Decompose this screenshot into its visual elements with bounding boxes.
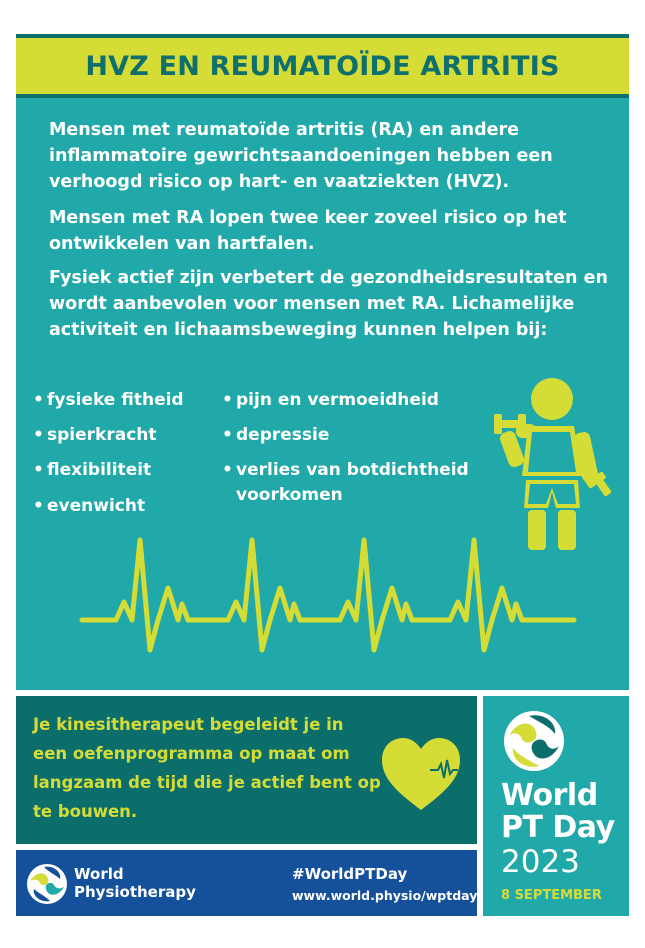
bullet-dot: • — [33, 390, 44, 410]
bullet-text: fysieke fitheid — [47, 390, 184, 410]
bullet-item — [222, 458, 492, 508]
bullet-item — [222, 388, 439, 413]
event-title-line1: World — [501, 778, 598, 813]
paragraph-3: Fysiek actief zijn verbetert de gezondheidsresultaten en wordt aanbevolen voor mensen met RA. Lichamelijke activiteit en lichaamsbeweging kunnen helpen bij: — [49, 268, 608, 340]
paragraph-2: Mensen met RA lopen twee keer zoveel risico op het ontwikkelen van hartfalen. — [49, 208, 567, 254]
world-physio-logo-icon — [26, 863, 68, 905]
bullet-text: verlies van botdichtheid voorkomen — [236, 460, 469, 505]
bullet-dot: • — [33, 425, 44, 445]
bullet-dot: • — [222, 460, 233, 480]
heartbeat-line-icon — [78, 530, 578, 658]
bullet-item — [33, 388, 184, 413]
footer-panel — [16, 850, 477, 916]
bullet-dot: • — [33, 496, 44, 516]
bullet-item — [33, 494, 145, 519]
tip-panel — [16, 696, 477, 844]
paragraph-1: Mensen met reumatoïde artritis (RA) en andere inflammatoire gewrichtsaandoeningen hebben een verhoogd risico op hart- en vaatziekten (HVZ). — [49, 120, 553, 192]
event-date: 8 SEPTEMBER — [501, 888, 602, 903]
tip-text: Je kinesitherapeut begeleidt je in een oefenprogramma op maat om langzaam de tijd die je actief bent op te bouwen. — [33, 715, 381, 821]
main-panel — [16, 98, 629, 690]
event-year: 2023 — [501, 844, 580, 880]
bullet-text: pijn en vermoeidheid — [236, 390, 439, 410]
event-title-line2: PT Day — [501, 810, 615, 845]
bullet-item — [33, 458, 151, 483]
page-title: HVZ EN REUMATOÏDE ARTRITIS — [85, 50, 560, 82]
exercising-person-icon — [490, 376, 620, 556]
bullet-dot: • — [33, 460, 44, 480]
bullet-text: spierkracht — [47, 425, 157, 445]
org-name-line2: Physiotherapy — [74, 883, 196, 901]
bullet-text: evenwicht — [47, 496, 146, 516]
bullet-item — [33, 423, 157, 448]
heart-icon — [380, 736, 462, 812]
bullet-text: depressie — [236, 425, 330, 445]
wptday-panel — [483, 696, 629, 916]
bullet-text: flexibiliteit — [47, 460, 152, 480]
world-pt-day-logo-icon — [503, 710, 565, 772]
bullet-dot: • — [222, 390, 233, 410]
org-name-line1: World — [74, 865, 124, 883]
bullet-dot: • — [222, 425, 233, 445]
hashtag: #WorldPTDay — [292, 865, 408, 883]
website-url[interactable]: www.world.physio/wptday — [292, 888, 478, 903]
bullet-item — [222, 423, 329, 448]
title-bar — [16, 34, 629, 98]
